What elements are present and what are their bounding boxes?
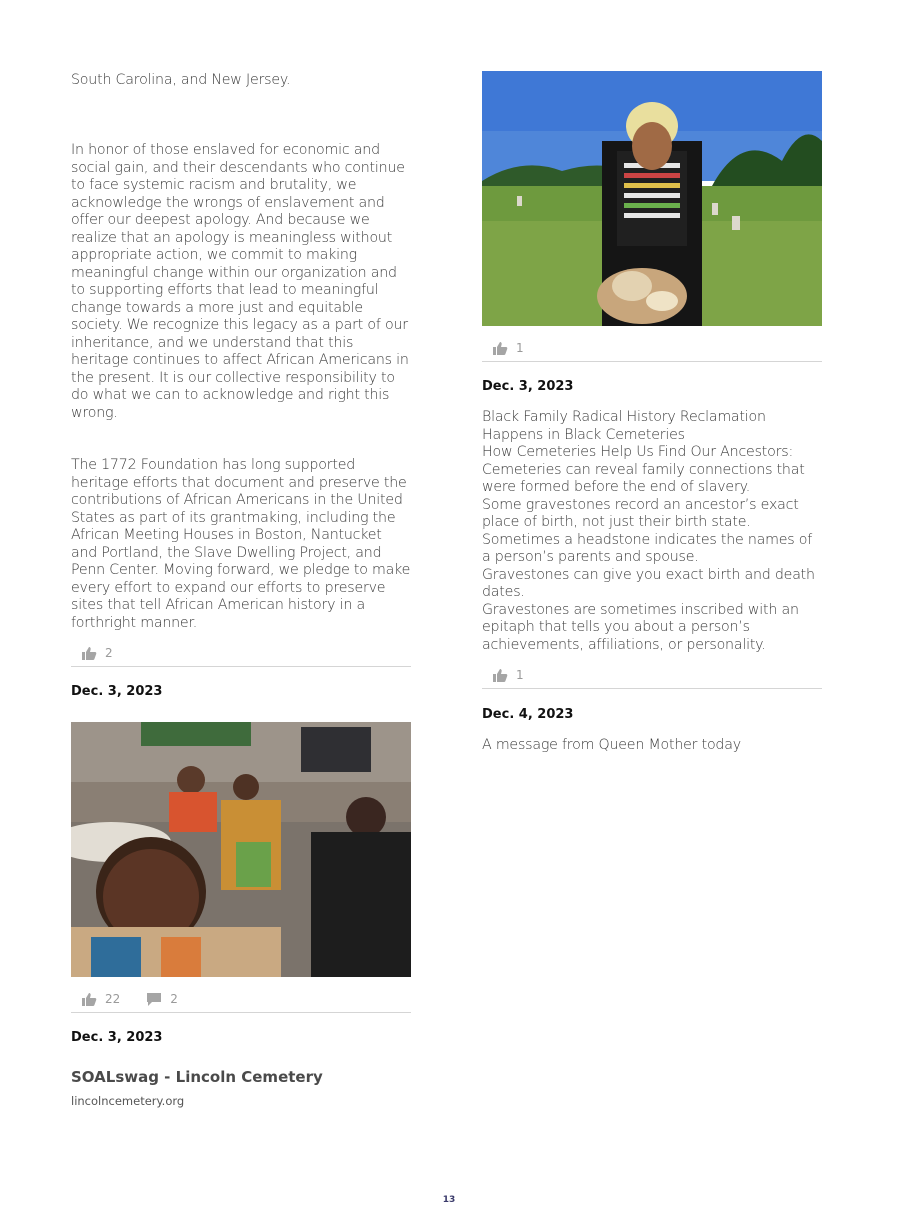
post-line: Gravestones are sometimes inscribed with an epitaph that tells you about a person’s achievements, affiliations, or personality.	[482, 601, 799, 653]
like-button[interactable]	[81, 646, 113, 660]
link-preview-url[interactable]: lincolncemetery.org	[71, 1094, 185, 1108]
comment-count: 2	[170, 992, 178, 1006]
like-button[interactable]	[81, 992, 120, 1006]
post-line: Some gravestones record an ancestor’s exact place of birth, not just their birth state.	[482, 496, 799, 530]
thumbs-up-icon	[492, 668, 508, 682]
intro-fragment: South Carolina, and New Jersey.	[71, 72, 291, 88]
post-line: Sometimes a headstone indicates the names of a person’s parents and spouse.	[482, 531, 813, 565]
like-count: 1	[516, 341, 524, 355]
post-date: Dec. 3, 2023	[71, 1030, 163, 1045]
post-date: Dec. 4, 2023	[482, 707, 574, 722]
page-number: 13	[442, 1195, 456, 1205]
post-date: Dec. 3, 2023	[482, 379, 574, 394]
thumbs-up-icon	[81, 646, 97, 660]
speech-bubble-icon	[146, 992, 162, 1007]
reaction-bar	[482, 662, 822, 689]
thumbs-up-icon	[492, 341, 508, 355]
cemetery-portrait-photo[interactable]	[482, 71, 822, 326]
apology-paragraph: In honor of those enslaved for economic and social gain, and their descendants who continue to face systemic racism and brutality, we acknowledge the wrongs of enslavement and offer our deepest apology. And because we realize that an apology is meaningless without appropriate action, we commit to making meaningful change within our organization and to supporting efforts that lead to meaningful change towards a more just and equitable society. We recognize this legacy as a part of our inheritance, and we understand that this heritage continues to affect African Americans in the present. It is our collective responsibility to do what we can to acknowledge and right this wrong.	[71, 142, 409, 421]
post-body	[482, 409, 822, 654]
like-button[interactable]	[492, 341, 524, 355]
post-text: A message from Queen Mother today	[482, 737, 741, 753]
like-count: 22	[105, 992, 121, 1006]
post-date: Dec. 3, 2023	[71, 684, 163, 699]
thumbs-up-icon	[81, 992, 97, 1006]
photo-illustration	[71, 722, 411, 977]
like-count: 1	[516, 668, 524, 682]
comment-button[interactable]	[146, 992, 178, 1007]
post-line: Black Family Radical History Reclamation Happens in Black Cemeteries	[482, 409, 766, 443]
like-button[interactable]	[492, 668, 524, 682]
reaction-bar	[71, 640, 411, 667]
link-preview-title[interactable]: SOALswag - Lincoln Cemetery	[71, 1068, 323, 1086]
group-selfie-photo[interactable]	[71, 722, 411, 977]
foundation-paragraph: The 1772 Foundation has long supported heritage efforts that document and preserve the contributions of African Americans in the United States as part of its grantmaking, including the African Meeting Houses in Boston, Nantucket and Portland, the Slave Dwelling Project, and Penn Center. Moving forward, we pledge to make every effort to expand our efforts to preserve sites that tell African American history in a forthright manner.	[71, 457, 411, 631]
post-line: Cemeteries can reveal family connections that were formed before the end of slavery.	[482, 461, 805, 495]
post-line: How Cemeteries Help Us Find Our Ancestors:	[482, 444, 794, 460]
post-line: Gravestones can give you exact birth and death dates.	[482, 566, 815, 600]
reaction-bar	[482, 335, 822, 362]
photo-illustration	[482, 71, 822, 326]
reaction-bar	[71, 986, 411, 1013]
like-count: 2	[105, 646, 113, 660]
